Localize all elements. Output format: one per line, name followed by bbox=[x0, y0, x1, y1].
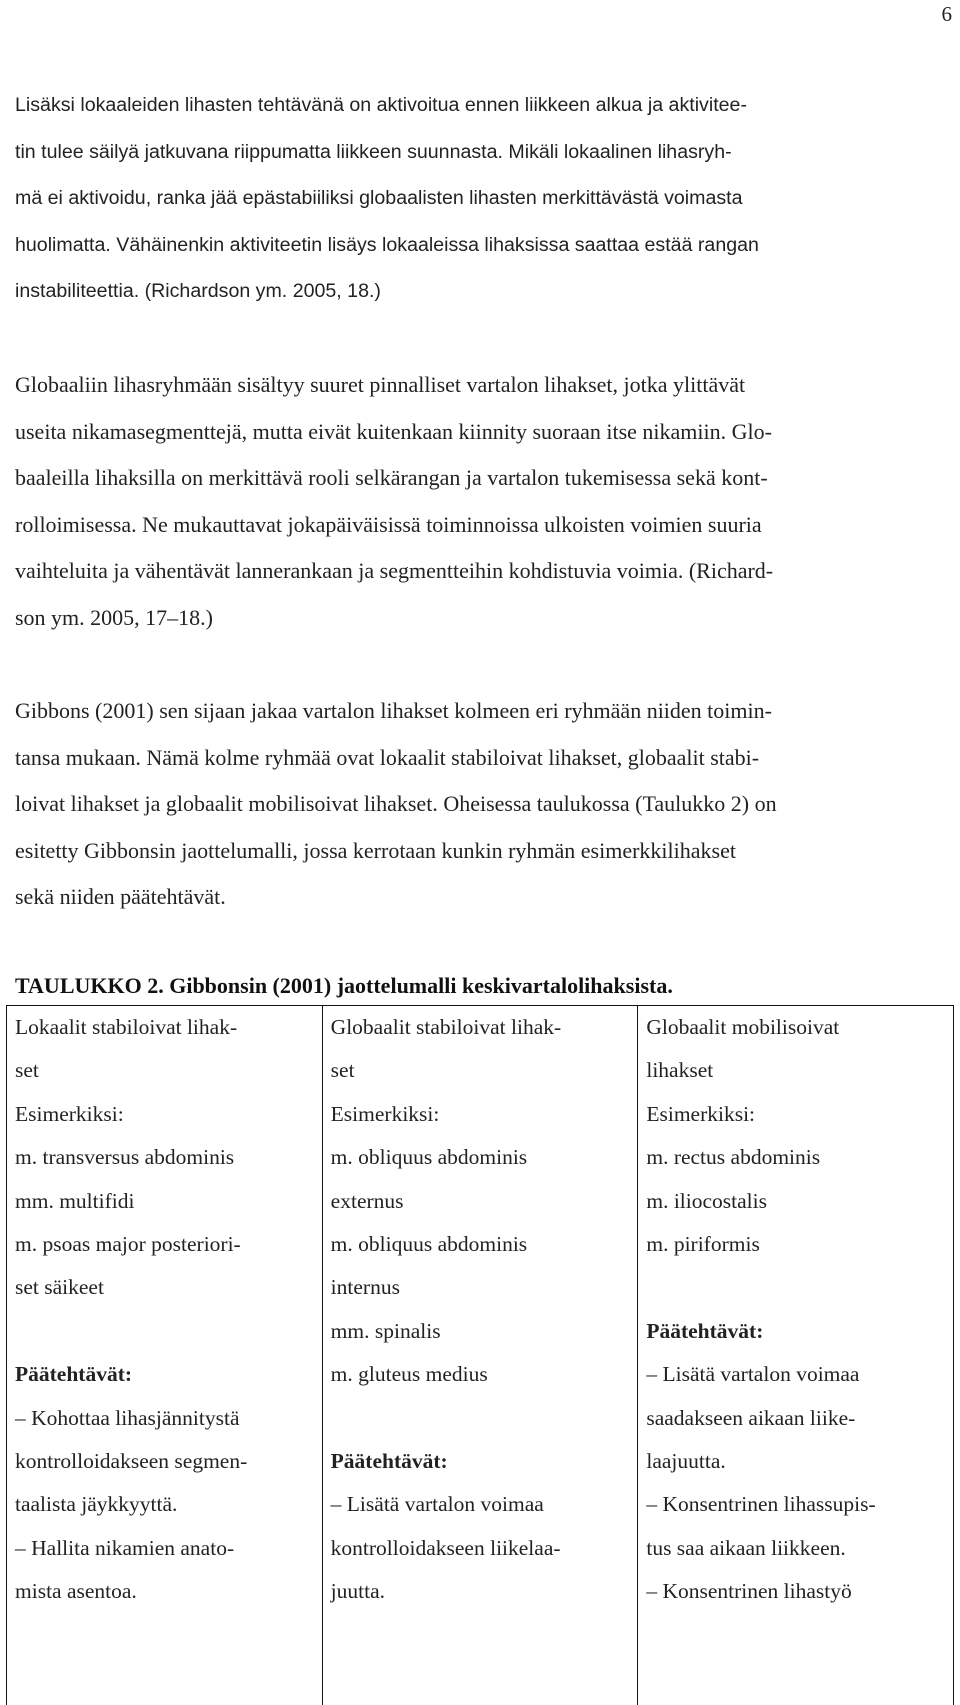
table-cell-line: Esimerkiksi: bbox=[15, 1101, 124, 1126]
text-line: useita nikamasegmenttejä, mutta eivät kuitenkaan kiinnity suoraan itse nikamiin. Glo- bbox=[15, 418, 772, 444]
table-cell-line: mista asentoa. bbox=[15, 1579, 137, 1604]
table-cell-line: – Hallita nikamien anato- bbox=[15, 1535, 235, 1560]
table-cell-line: internus bbox=[330, 1275, 400, 1300]
text-line: Globaaliin lihasryhmään sisältyy suuret pinnalliset vartalon lihakset, jotka ylittävät bbox=[15, 372, 746, 397]
text-line: huolimatta. Vähäinenkin aktiviteetin lisäys lokaaleissa lihaksissa saattaa estää rangan bbox=[15, 233, 759, 256]
text-line: Gibbons (2001) sen sijaan jakaa vartalon lihakset kolmeen eri ryhmään niiden toimin- bbox=[15, 698, 772, 723]
table-cell-line: – Konsentrinen lihassupis- bbox=[646, 1492, 876, 1517]
table-cell-line: – Konsentrinen lihastyö bbox=[646, 1579, 852, 1604]
table-cell-line: taalista jäykkyyttä. bbox=[15, 1492, 178, 1517]
table-cell-line: mm. spinalis bbox=[330, 1318, 441, 1343]
table-column-local-stabilizers bbox=[7, 1006, 323, 1705]
table-cell-line: m. rectus abdominis bbox=[646, 1145, 821, 1170]
table-cell-line: Esimerkiksi: bbox=[646, 1101, 756, 1126]
table-cell-spacer bbox=[15, 1310, 322, 1353]
table-cell-heading: Päätehtävät: bbox=[646, 1318, 764, 1343]
table-cell-line: set bbox=[330, 1058, 355, 1083]
table-cell-line: Esimerkiksi: bbox=[330, 1101, 440, 1126]
table-cell-line: Globaalit mobilisoivat bbox=[646, 1015, 840, 1039]
table-cell-heading: Päätehtävät: bbox=[330, 1448, 448, 1473]
text-line: instabiliteettia. (Richardson ym. 2005, 18.) bbox=[15, 280, 381, 302]
text-line: esitetty Gibbonsin jaottelumalli, jossa kerrotaan kunkin ryhmän esimerkkilihakset bbox=[15, 837, 736, 863]
table-cell-line: Globaalit stabiloivat lihak- bbox=[330, 1015, 562, 1039]
table-cell-line: – Kohottaa lihasjännitystä bbox=[15, 1405, 240, 1430]
text-line: tin tulee säilyä jatkuvana riippumatta liikkeen suunnasta. Mikäli lokaalinen lihasryh- bbox=[15, 140, 732, 163]
table-cell-spacer bbox=[331, 1397, 638, 1440]
text-line: baaleilla lihaksilla on merkittävä rooli selkärangan ja vartalon tukemisessa sekä kont- bbox=[15, 465, 768, 490]
table-column-global-mobilizers bbox=[638, 1006, 953, 1705]
text-line: rolloimisessa. Ne mukauttavat jokapäiväisissä toiminnoissa ulkoisten voimien suuria bbox=[15, 511, 762, 537]
text-line: Lisäksi lokaaleiden lihasten tehtävänä on aktivoitua ennen liikkeen alkua ja aktivitee- bbox=[15, 94, 747, 116]
table-cell-line: m. gluteus medius bbox=[330, 1362, 488, 1387]
table-cell-line: m. iliocostalis bbox=[646, 1188, 767, 1213]
table-cell-line: m. obliquus abdominis bbox=[330, 1145, 528, 1170]
table-cell-line: laajuutta. bbox=[646, 1448, 726, 1473]
text-line: vaihteluita ja vähentävät lannerankaan ja segmentteihin kohdistuvia voimia. (Richard- bbox=[15, 558, 774, 583]
table-column-global-stabilizers bbox=[323, 1006, 639, 1705]
table-cell-line: – Lisätä vartalon voimaa bbox=[646, 1362, 860, 1387]
text-line: tansa mukaan. Nämä kolme ryhmää ovat lokaalit stabiloivat lihakset, globaalit stabi- bbox=[15, 744, 760, 770]
text-line: son ym. 2005, 17–18.) bbox=[15, 604, 213, 630]
table-cell-line: m. transversus abdominis bbox=[15, 1145, 235, 1170]
table-cell-line: m. piriformis bbox=[646, 1231, 760, 1256]
table-cell-line: mm. multifidi bbox=[15, 1188, 135, 1213]
table-cell-line: Lokaalit stabiloivat lihak- bbox=[15, 1015, 238, 1039]
table-cell-line: lihakset bbox=[646, 1058, 714, 1083]
table-cell-line: juutta. bbox=[330, 1579, 386, 1604]
text-line: sekä niiden päätehtävät. bbox=[15, 884, 226, 909]
table-cell-line: saadakseen aikaan liike- bbox=[646, 1405, 856, 1430]
page-number: 6 bbox=[941, 2, 952, 26]
table-cell-spacer bbox=[646, 1266, 953, 1309]
table-cell-line: externus bbox=[330, 1188, 404, 1213]
table-cell-heading: Päätehtävät: bbox=[15, 1362, 133, 1387]
table-cell-line: kontrolloidakseen segmen- bbox=[15, 1448, 248, 1473]
table-cell-line: – Lisätä vartalon voimaa bbox=[330, 1492, 544, 1517]
table-title: TAULUKKO 2. Gibbonsin (2001) jaottelumalli keskivartalolihaksista. bbox=[15, 973, 673, 998]
table-cell-line: set säikeet bbox=[15, 1275, 104, 1300]
gibbons-table bbox=[6, 1005, 954, 1705]
paragraph-local-muscles bbox=[15, 82, 945, 315]
table-cell-line: tus saa aikaan liikkeen. bbox=[646, 1535, 846, 1560]
text-line: mä ei aktivoidu, ranka jää epästabiiliksi globaalisten lihasten merkittävästä voimasta bbox=[15, 187, 743, 209]
text-line: loivat lihakset ja globaalit mobilisoivat lihakset. Oheisessa taulukossa (Taulukko 2) on bbox=[15, 791, 777, 816]
paragraph-global-muscles bbox=[15, 362, 945, 641]
table-cell-line: set bbox=[15, 1058, 39, 1083]
table-cell-line: kontrolloidakseen liikelaa- bbox=[330, 1535, 561, 1560]
paragraph-gibbons bbox=[15, 688, 945, 921]
table-cell-line: m. psoas major posteriori- bbox=[15, 1231, 241, 1256]
table-cell-line: m. obliquus abdominis bbox=[330, 1231, 528, 1256]
